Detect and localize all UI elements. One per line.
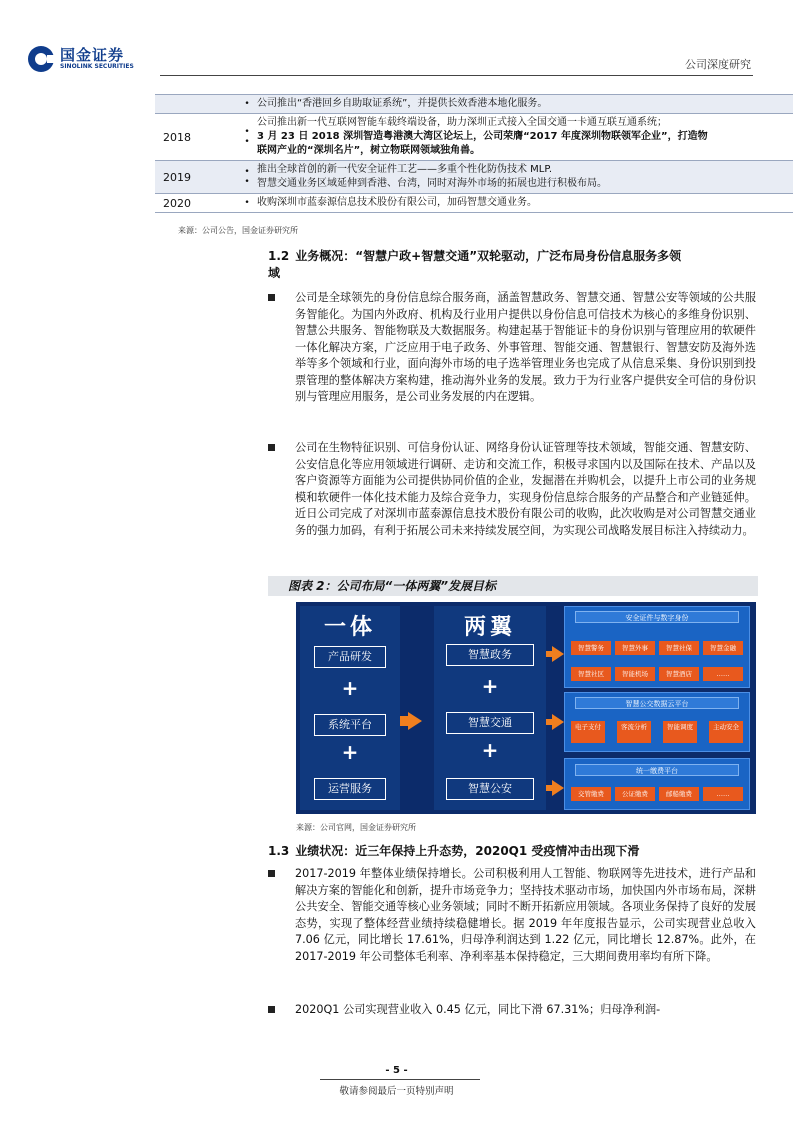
page-header — [0, 0, 793, 80]
two-wings-column — [434, 606, 546, 810]
figure-diagram — [296, 602, 756, 814]
table-row — [155, 161, 793, 194]
milestone-line: 智慧交通业务区域延伸到香港、台湾，同时对海外市场的拓展也进行积极布局。 — [257, 178, 607, 189]
table-row — [155, 95, 793, 114]
milestone-line: 3 月 23 日 2018 深圳智造粤港澳大湾区论坛上，公司荣膺“2017 年度深圳物联领军企业”，打造物 — [257, 131, 708, 142]
milestone-line: 联网产业的“深圳名片”，树立物联网领域独角兽。 — [257, 145, 481, 156]
diagram-box: 智慧交通 — [446, 712, 534, 734]
figure-source: 来源：公司官网，国金证券研究所 — [296, 823, 416, 832]
section-heading-1-2 — [268, 248, 758, 282]
section-number: 1.2 — [268, 249, 290, 263]
logo-mark-icon — [28, 46, 54, 72]
panel-chip: 电子支付 — [571, 721, 605, 743]
panel-chip: 智能机场 — [615, 667, 655, 681]
section-title-line2: 域 — [268, 266, 281, 280]
milestone-text — [257, 114, 793, 161]
panel-chip: …… — [703, 787, 743, 801]
diagram-box: 运营服务 — [314, 778, 386, 800]
milestone-text — [257, 161, 793, 194]
paragraph-text: 公司是全球领先的身份信息综合服务商，涵盖智慧政务、智慧交通、智慧公安等领域的公共服务智能化。为国内外政府、机构及行业用户提供以身份信息可信技术为核心的多维身份识别、智慧公共服务、智能物联及大数据服务。构建起基于智能证卡的身份识别与管理应用的软硬件一体化解决方案，广泛应用于电子政务、外事管理、智能交通、智慧银行、智慧安防及海外选举等多个领域和行业，面向海外市场的电子选举管理业务也完成了从信息采集、身份识别到投票管理的整体解决方案构建，推动海外业务的发展。致力于为行业客户提供安全可信的身份识别与管理应用服务，是公司业务发展的内在逻辑。 — [295, 291, 756, 403]
paragraph — [268, 290, 756, 406]
arrow-right-icon — [552, 714, 564, 730]
column-title: 两翼 — [463, 615, 516, 640]
logo-text-en: SINOLINK SECURITIES — [60, 63, 134, 70]
figure-title: 图表 2：公司布局“一体两翼”发展目标 — [268, 576, 758, 596]
company-logo — [28, 44, 158, 74]
bullet-icon: • — [237, 95, 257, 114]
page-number: - 5 - — [385, 1065, 408, 1076]
year-cell — [155, 95, 237, 114]
panel-title: 安全证件与数字身份 — [575, 611, 739, 623]
bullet-icon: • • — [237, 114, 257, 161]
panel-chip: 客流分析 — [617, 721, 651, 743]
milestone-line: 公司推出“香港回乡自助取证系统”，并提供长效香港本地化服务。 — [257, 98, 548, 109]
table-row — [155, 114, 793, 161]
paragraph — [268, 1002, 756, 1019]
panel-chip: 智慧酒店 — [659, 667, 699, 681]
arrow-right-icon — [552, 646, 564, 662]
panel-title: 智慧公交数据云平台 — [575, 697, 739, 709]
footer-divider — [320, 1079, 480, 1080]
panel-chip: 邮船缴费 — [659, 787, 699, 801]
diagram-box: 系统平台 — [314, 714, 386, 736]
table-source: 来源：公司公告，国金证券研究所 — [178, 226, 298, 235]
paragraph-text: 公司在生物特征识别、可信身份认证、网络身份认证管理等技术领域，智能交通、智慧安防、公安信息化等应用领域进行调研、走访和交流工作，积极寻求国内以及国际在技术、产品以及客户资源等方面能为公司提供协同价值的企业，发掘潜在并购机会，以提升上市公司的业务规模和软硬件一体化技术能力及综合竞争力，实现身份信息综合服务的产品整合和产业链延伸。近日公司完成了对深圳市蓝泰源信息技术股份有限公司的收购，此次收购是对公司智慧交通业务的强力加码，有利于拓展公司未来持续发展空间，为实现公司战略发展目标注入持续动力。 — [295, 441, 756, 537]
diagram-box: 智慧政务 — [446, 644, 534, 666]
milestone-line: 推出全球首创的新一代安全证件工艺——多重个性化防伪技术 MLP. — [257, 164, 553, 175]
diagram-box: 产品研发 — [314, 646, 386, 668]
panel-chip: 公证缴费 — [615, 787, 655, 801]
plus-icon: + — [481, 674, 499, 698]
diagram-box: 智慧公安 — [446, 778, 534, 800]
square-bullet-icon — [268, 1006, 275, 1013]
milestone-line: 公司推出新一代互联网智能车载终端设备，助力深圳正式接入全国交通一卡通互联互通系统； — [257, 117, 667, 128]
paragraph — [268, 866, 756, 965]
panel-chip: 智慧警务 — [571, 641, 611, 655]
panel-bus-cloud — [564, 692, 750, 752]
paragraph-text: 2017-2019 年整体业绩保持增长。公司积极利用人工智能、物联网等先进技术，进行产品和解决方案的智能化和创新，提升市场竞争力；坚持技术驱动市场，加快国内外市场布局，深耕公共安全、智能交通等核心业务领域；同时不断开拓新应用领域。各项业务保持了良好的发展态势，实现了整体经营业绩持续稳健增长。据 2019 年年度报告显示，公司实现营业总收入 7.06 亿元，同比增长 17.61%，归母净利润达到 1.22 亿元，同比增长 12.87%。此外，在 2017-2019 年公司整体毛利率、净利率基本保持稳定，三大期间费用率均有所下降。 — [295, 867, 756, 963]
column-title: 一体 — [323, 615, 376, 640]
panel-chip: 智慧外事 — [615, 641, 655, 655]
one-body-column — [300, 606, 400, 810]
square-bullet-icon — [268, 870, 275, 877]
doc-type-label: 公司深度研究 — [685, 58, 751, 71]
plus-icon: + — [341, 676, 359, 700]
year-cell: 2018 — [155, 114, 237, 161]
table-row — [155, 194, 793, 213]
paragraph — [268, 440, 756, 539]
square-bullet-icon — [268, 444, 275, 451]
milestone-text — [257, 194, 793, 213]
panel-chip: 交管缴费 — [571, 787, 611, 801]
year-cell: 2019 — [155, 161, 237, 194]
panel-chip: 主动安全 — [709, 721, 743, 743]
header-divider — [160, 75, 753, 76]
panel-security-identity — [564, 606, 750, 688]
arrow-right-icon — [408, 712, 422, 730]
square-bullet-icon — [268, 294, 275, 301]
section-heading-1-3 — [268, 843, 758, 860]
arrow-right-icon — [552, 780, 564, 796]
logo-text-cn: 国金证券 — [60, 46, 125, 64]
panel-chip: 智慧社区 — [571, 667, 611, 681]
milestone-table — [155, 94, 793, 213]
bullet-icon: • • — [237, 161, 257, 194]
year-cell: 2020 — [155, 194, 237, 213]
panel-chip: 智能调度 — [663, 721, 697, 743]
section-title: 业绩状况：近三年保持上升态势，2020Q1 受疫情冲击出现下滑 — [295, 844, 640, 858]
footer-notice: 敬请参阅最后一页特别声明 — [339, 1086, 454, 1097]
milestone-line: 收购深圳市蓝泰源信息技术股份有限公司，加码智慧交通业务。 — [257, 197, 537, 208]
bullet-icon: • — [237, 194, 257, 213]
section-number: 1.3 — [268, 844, 290, 858]
plus-icon: + — [481, 738, 499, 762]
panel-payment — [564, 758, 750, 810]
section-title-line1: 业务概况：“智慧户政+智慧交通”双轮驱动，广泛布局身份信息服务多领 — [295, 249, 682, 263]
panel-chip: …… — [703, 667, 743, 681]
plus-icon: + — [341, 740, 359, 764]
panel-title: 统一缴费平台 — [575, 764, 739, 776]
panel-chip: 智慧金融 — [703, 641, 743, 655]
paragraph-text: 2020Q1 公司实现营业收入 0.45 亿元，同比下滑 67.31%；归母净利润- — [295, 1003, 661, 1016]
milestone-text — [257, 95, 793, 114]
panel-chip: 智慧社保 — [659, 641, 699, 655]
